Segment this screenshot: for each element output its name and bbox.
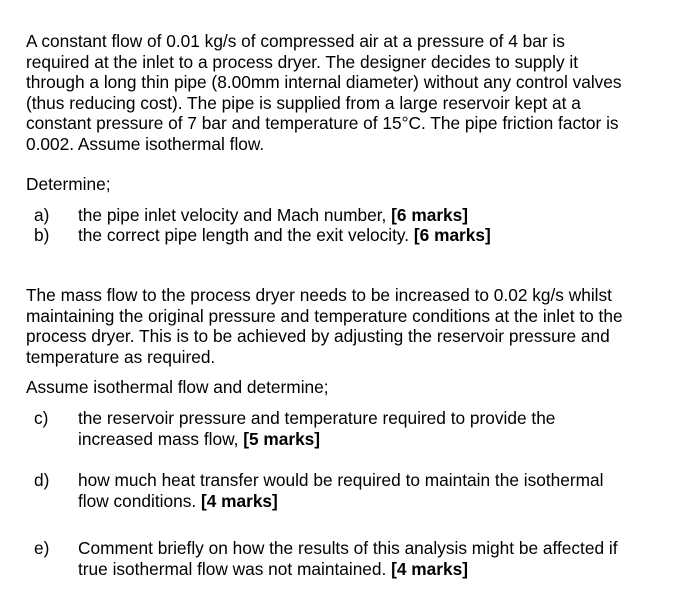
question-letter: d) bbox=[34, 470, 50, 490]
question-text: the reservoir pressure and temperature required to provide the increased mass flow, [5 marks] bbox=[78, 408, 556, 449]
part2-line: process dryer. This is to be achieved by adjusting the reservoir pressure and bbox=[26, 326, 610, 347]
marks-label: [4 marks] bbox=[391, 558, 468, 579]
intro-line: A constant flow of 0.01 kg/s of compressed air at a pressure of 4 bar is bbox=[26, 31, 565, 51]
part2-line: maintaining the original pressure and temperature conditions at the inlet to the bbox=[26, 305, 623, 326]
determine-heading-2: Assume isothermal flow and determine; bbox=[26, 377, 329, 397]
determine-heading: Determine; bbox=[26, 174, 111, 194]
question-text: the correct pipe length and the exit velocity. [6 marks] bbox=[78, 225, 491, 245]
question-text: the pipe inlet velocity and Mach number, [6 marks] bbox=[78, 205, 469, 225]
marks-label: [4 marks] bbox=[200, 490, 278, 511]
intro-line: constant pressure of 7 bar and temperature of 15°C. The pipe friction factor is bbox=[26, 113, 619, 134]
marks-label: [5 marks] bbox=[243, 428, 321, 449]
question-letter: a) bbox=[34, 205, 50, 225]
part2-line: temperature as required. bbox=[26, 346, 216, 367]
intro-paragraph bbox=[26, 31, 666, 155]
part2-paragraph bbox=[26, 285, 666, 367]
question-text: how much heat transfer would be required to maintain the isothermal flow conditions. [4 marks] bbox=[78, 470, 604, 511]
intro-line: (thus reducing cost). The pipe is supplied from a large reservoir kept at a bbox=[26, 92, 581, 113]
marks-label: [6 marks] bbox=[391, 205, 469, 225]
question-letter: e) bbox=[34, 538, 50, 558]
question-text: Comment briefly on how the results of this analysis might be affected if true isothermal flow was not maintained. [4 marks] bbox=[78, 538, 618, 579]
marks-label: [6 marks] bbox=[413, 225, 491, 245]
intro-line: through a long thin pipe (8.00mm internal diameter) without any control valves bbox=[26, 72, 622, 93]
question-letter: b) bbox=[34, 225, 50, 245]
intro-line: required at the inlet to a process dryer. The designer decides to supply it bbox=[26, 51, 579, 72]
intro-line: 0.002. Assume isothermal flow. bbox=[26, 133, 265, 154]
question-letter: c) bbox=[34, 408, 49, 428]
part2-line: The mass flow to the process dryer needs to be increased to 0.02 kg/s whilst bbox=[26, 285, 612, 305]
